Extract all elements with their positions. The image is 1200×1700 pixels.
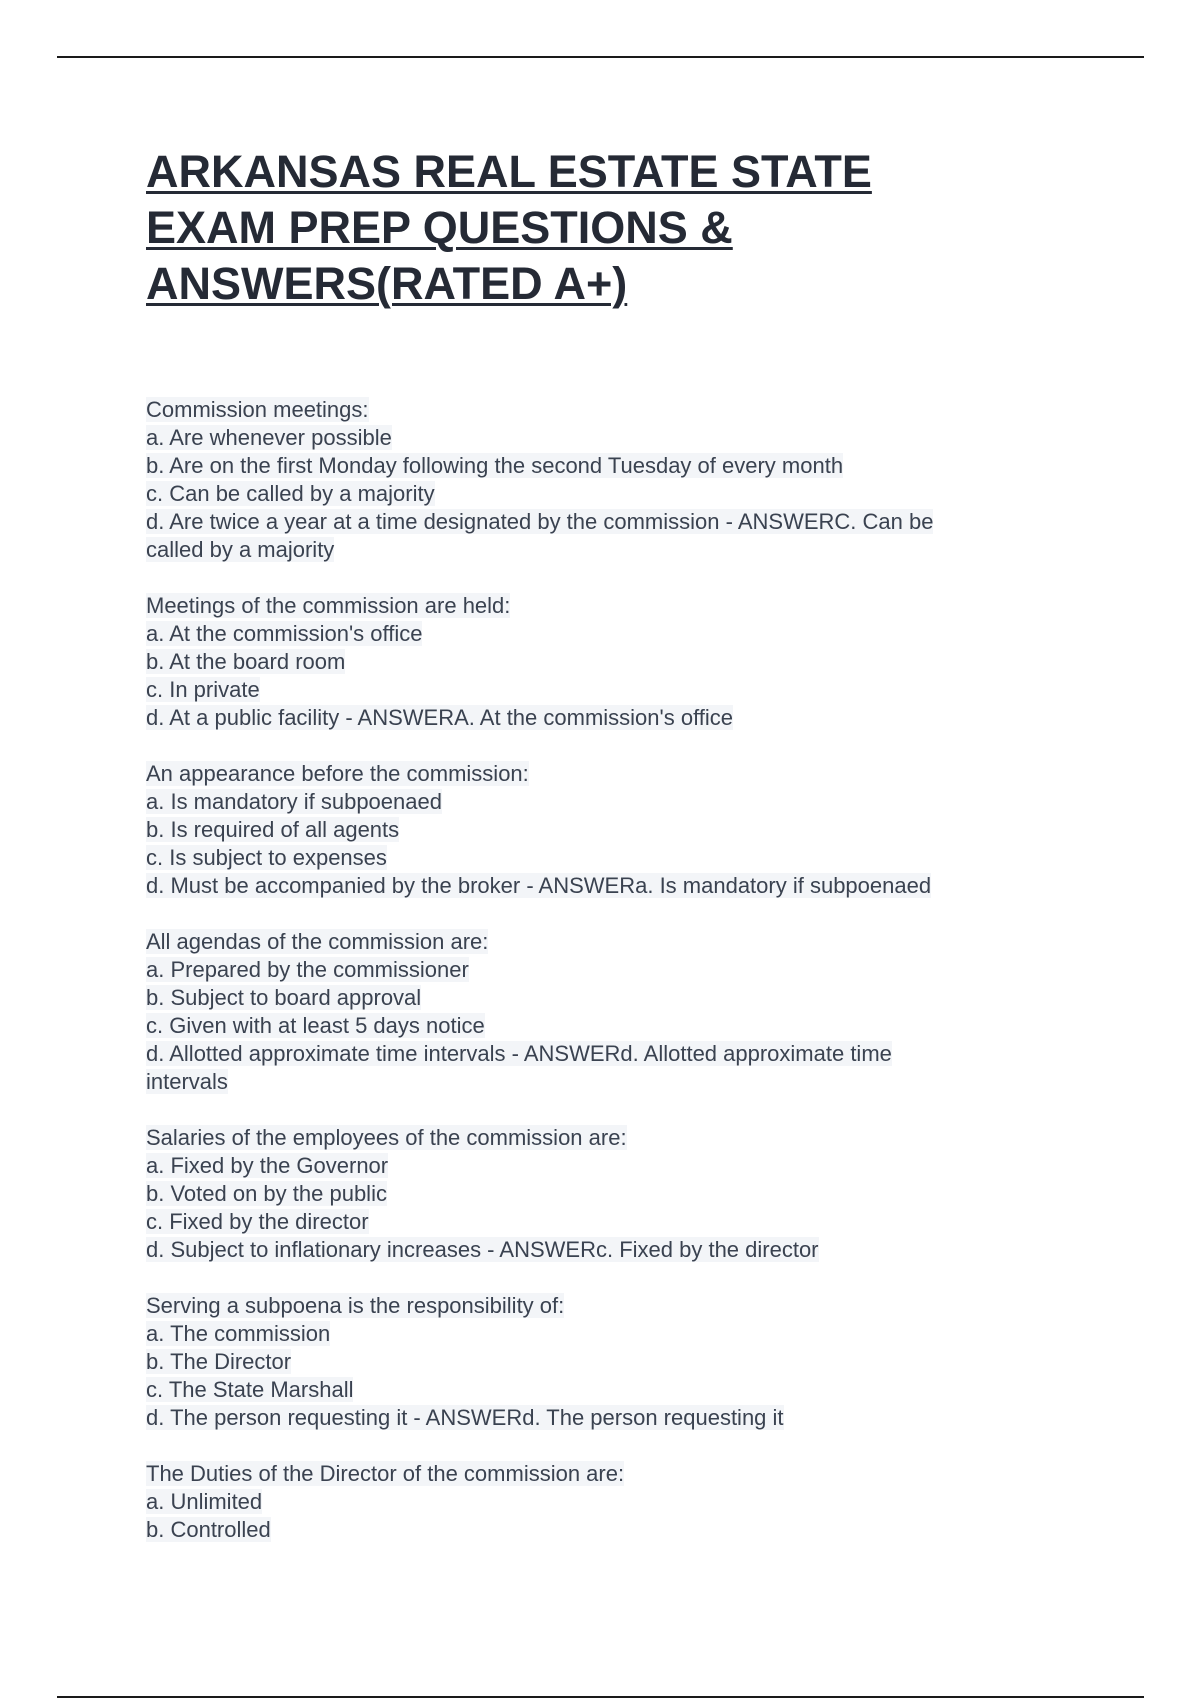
answer-option: c. The State Marshall [146, 1377, 354, 1402]
answer-option: d. The person requesting it - ANSWERd. The person requesting it [146, 1405, 784, 1430]
top-rule [57, 56, 1144, 58]
question-text: Commission meetings: [146, 397, 369, 422]
answer-option: c. Is subject to expenses [146, 845, 387, 870]
title-line: EXAM PREP QUESTIONS & [146, 202, 733, 253]
answer-option: called by a majority [146, 537, 335, 562]
answer-option: c. Fixed by the director [146, 1209, 369, 1234]
question-block [146, 1292, 1046, 1432]
answer-option: a. Are whenever possible [146, 425, 392, 450]
answer-option: a. Is mandatory if subpoenaed [146, 789, 442, 814]
question-block [146, 928, 1046, 1096]
answer-option: b. Voted on by the public [146, 1181, 387, 1206]
answer-option: a. Fixed by the Governor [146, 1153, 389, 1178]
answer-option: a. At the commission's office [146, 621, 423, 646]
question-text: Salaries of the employees of the commission are: [146, 1125, 627, 1150]
answer-option: b. Subject to board approval [146, 985, 422, 1010]
answer-option: d. Must be accompanied by the broker - ANSWERa. Is mandatory if subpoenaed [146, 873, 932, 898]
answer-option: c. Given with at least 5 days notice [146, 1013, 485, 1038]
question-block [146, 396, 1046, 564]
answer-option: b. At the board room [146, 649, 346, 674]
answer-option: c. In private [146, 677, 260, 702]
question-text: Serving a subpoena is the responsibility of: [146, 1293, 565, 1318]
question-block [146, 760, 1046, 900]
answer-option: d. Allotted approximate time intervals - ANSWERd. Allotted approximate time [146, 1041, 892, 1066]
answer-option: b. Is required of all agents [146, 817, 400, 842]
document-title [146, 144, 1046, 312]
question-block [146, 592, 1046, 732]
question-text: Meetings of the commission are held: [146, 593, 511, 618]
question-list [146, 396, 1046, 1544]
question-block [146, 1460, 1046, 1544]
question-text: The Duties of the Director of the commission are: [146, 1461, 625, 1486]
answer-option: b. Are on the first Monday following the second Tuesday of every month [146, 453, 844, 478]
question-text: All agendas of the commission are: [146, 929, 489, 954]
answer-option: intervals [146, 1069, 228, 1094]
answer-option: d. Are twice a year at a time designated by the commission - ANSWERC. Can be [146, 509, 934, 534]
bottom-rule [57, 1696, 1144, 1698]
title-line: ARKANSAS REAL ESTATE STATE [146, 146, 872, 197]
question-block [146, 1124, 1046, 1264]
answer-option: d. Subject to inflationary increases - ANSWERc. Fixed by the director [146, 1237, 819, 1262]
answer-option: b. The Director [146, 1349, 292, 1374]
answer-option: a. The commission [146, 1321, 331, 1346]
answer-option: c. Can be called by a majority [146, 481, 435, 506]
question-text: An appearance before the commission: [146, 761, 529, 786]
document-body [146, 144, 1046, 1572]
title-line: ANSWERS(RATED A+) [146, 258, 628, 309]
answer-option: a. Unlimited [146, 1489, 263, 1514]
answer-option: b. Controlled [146, 1517, 271, 1542]
answer-option: d. At a public facility - ANSWERA. At the commission's office [146, 705, 734, 730]
answer-option: a. Prepared by the commissioner [146, 957, 469, 982]
